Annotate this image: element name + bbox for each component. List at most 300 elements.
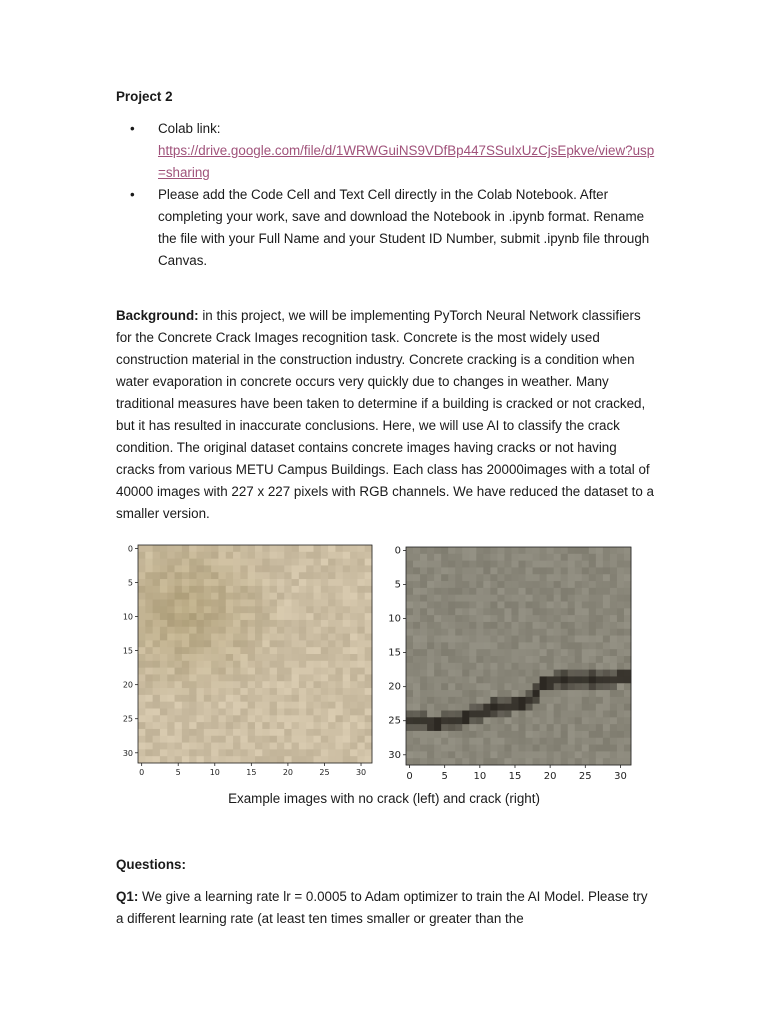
image-pixel xyxy=(624,656,631,663)
image-pixel xyxy=(469,704,476,711)
image-pixel xyxy=(328,695,336,702)
image-pixel xyxy=(589,676,596,683)
image-pixel xyxy=(427,663,434,670)
image-pixel xyxy=(314,647,322,654)
image-pixel xyxy=(589,547,596,554)
image-pixel xyxy=(596,663,603,670)
image-pixel xyxy=(292,634,300,641)
image-pixel xyxy=(568,745,575,752)
image-pixel xyxy=(462,622,469,629)
image-pixel xyxy=(596,676,603,683)
image-pixel xyxy=(299,620,307,627)
image-pixel xyxy=(218,674,226,681)
image-pixel xyxy=(547,731,554,738)
image-pixel xyxy=(218,729,226,736)
image-pixel xyxy=(554,697,561,704)
image-pixel xyxy=(153,586,161,593)
image-pixel xyxy=(255,552,263,559)
image-pixel xyxy=(167,681,175,688)
image-pixel xyxy=(476,724,483,731)
image-pixel xyxy=(596,636,603,643)
image-pixel xyxy=(511,615,518,622)
image-pixel xyxy=(610,711,617,718)
image-pixel xyxy=(434,670,441,677)
image-pixel xyxy=(504,717,511,724)
image-pixel xyxy=(596,642,603,649)
image-pixel xyxy=(335,600,343,607)
image-pixel xyxy=(448,608,455,615)
image-pixel xyxy=(350,654,358,661)
image-pixel xyxy=(427,567,434,574)
image-pixel xyxy=(160,695,168,702)
image-pixel xyxy=(328,743,336,750)
image-pixel xyxy=(568,656,575,663)
image-pixel xyxy=(596,608,603,615)
image-pixel xyxy=(420,574,427,581)
image-pixel xyxy=(197,729,205,736)
image-pixel xyxy=(153,640,161,647)
image-pixel xyxy=(596,717,603,724)
image-pixel xyxy=(596,758,603,765)
image-pixel xyxy=(582,724,589,731)
image-pixel xyxy=(617,731,624,738)
image-pixel xyxy=(306,640,314,647)
image-pixel xyxy=(182,593,190,600)
image-pixel xyxy=(434,608,441,615)
image-pixel xyxy=(497,663,504,670)
image-pixel xyxy=(554,717,561,724)
image-pixel xyxy=(455,636,462,643)
image-pixel xyxy=(455,690,462,697)
image-pixel xyxy=(357,674,365,681)
image-pixel xyxy=(568,574,575,581)
image-pixel xyxy=(175,688,183,695)
image-pixel xyxy=(204,593,212,600)
image-pixel xyxy=(335,756,343,763)
image-pixel xyxy=(255,749,263,756)
image-pixel xyxy=(248,654,256,661)
image-pixel xyxy=(240,552,248,559)
bullet-icon: • xyxy=(130,187,135,202)
image-pixel xyxy=(519,717,526,724)
image-pixel xyxy=(448,595,455,602)
image-pixel xyxy=(167,709,175,716)
image-pixel xyxy=(189,695,197,702)
image-pixel xyxy=(314,702,322,709)
image-pixel xyxy=(455,711,462,718)
image-pixel xyxy=(413,588,420,595)
image-pixel xyxy=(434,711,441,718)
image-pixel xyxy=(455,629,462,636)
image-pixel xyxy=(568,676,575,683)
image-pixel xyxy=(175,661,183,668)
image-pixel xyxy=(617,574,624,581)
image-pixel xyxy=(270,729,278,736)
image-pixel xyxy=(277,743,285,750)
image-pixel xyxy=(211,552,219,559)
image-pixel xyxy=(526,676,533,683)
image-pixel xyxy=(218,681,226,688)
image-pixel xyxy=(469,656,476,663)
image-pixel xyxy=(365,627,373,634)
image-pixel xyxy=(434,731,441,738)
image-pixel xyxy=(519,581,526,588)
image-pixel xyxy=(497,649,504,656)
image-pixel xyxy=(469,758,476,765)
image-pixel xyxy=(255,654,263,661)
image-pixel xyxy=(427,629,434,636)
image-pixel xyxy=(284,749,292,756)
image-pixel xyxy=(270,661,278,668)
image-pixel xyxy=(204,729,212,736)
image-pixel xyxy=(314,715,322,722)
image-pixel xyxy=(568,567,575,574)
image-pixel xyxy=(526,745,533,752)
image-pixel xyxy=(314,729,322,736)
image-pixel xyxy=(197,661,205,668)
image-pixel xyxy=(497,636,504,643)
image-pixel xyxy=(483,731,490,738)
image-pixel xyxy=(547,676,554,683)
image-pixel xyxy=(167,695,175,702)
image-pixel xyxy=(328,668,336,675)
image-pixel xyxy=(145,586,153,593)
image-pixel xyxy=(526,697,533,704)
image-pixel xyxy=(547,642,554,649)
image-pixel xyxy=(248,743,256,750)
image-pixel xyxy=(455,615,462,622)
image-pixel xyxy=(262,579,270,586)
image-pixel xyxy=(603,738,610,745)
image-pixel xyxy=(292,729,300,736)
image-pixel xyxy=(533,554,540,561)
image-pixel xyxy=(189,552,197,559)
image-pixel xyxy=(441,738,448,745)
image-pixel xyxy=(335,606,343,613)
image-pixel xyxy=(160,565,168,572)
image-pixel xyxy=(248,668,256,675)
image-pixel xyxy=(540,751,547,758)
image-pixel xyxy=(610,724,617,731)
image-pixel xyxy=(589,738,596,745)
image-pixel xyxy=(406,636,413,643)
image-pixel xyxy=(624,745,631,752)
image-pixel xyxy=(617,581,624,588)
image-pixel xyxy=(582,717,589,724)
image-pixel xyxy=(197,702,205,709)
image-pixel xyxy=(413,581,420,588)
image-pixel xyxy=(476,717,483,724)
image-pixel xyxy=(211,709,219,716)
image-pixel xyxy=(610,670,617,677)
image-pixel xyxy=(462,629,469,636)
image-pixel xyxy=(335,749,343,756)
image-pixel xyxy=(406,622,413,629)
image-pixel xyxy=(306,749,314,756)
image-pixel xyxy=(153,606,161,613)
image-pixel xyxy=(610,615,617,622)
image-pixel xyxy=(434,656,441,663)
image-pixel xyxy=(462,636,469,643)
image-pixel xyxy=(483,745,490,752)
image-pixel xyxy=(321,627,329,634)
image-pixel xyxy=(189,702,197,709)
image-pixel xyxy=(138,722,146,729)
image-pixel xyxy=(365,702,373,709)
image-pixel xyxy=(182,586,190,593)
image-pixel xyxy=(138,545,146,552)
image-pixel xyxy=(284,654,292,661)
image-pixel xyxy=(255,600,263,607)
image-pixel xyxy=(603,602,610,609)
image-pixel xyxy=(335,572,343,579)
image-pixel xyxy=(610,676,617,683)
x-tick-label: 15 xyxy=(508,771,522,782)
image-pixel xyxy=(299,565,307,572)
image-pixel xyxy=(350,586,358,593)
image-pixel xyxy=(197,736,205,743)
image-pixel xyxy=(462,656,469,663)
image-pixel xyxy=(314,688,322,695)
image-pixel xyxy=(448,670,455,677)
image-pixel xyxy=(589,683,596,690)
image-pixel xyxy=(314,565,322,572)
image-pixel xyxy=(145,681,153,688)
image-pixel xyxy=(167,647,175,654)
image-pixel xyxy=(197,545,205,552)
image-pixel xyxy=(603,608,610,615)
image-pixel xyxy=(582,704,589,711)
image-pixel xyxy=(182,756,190,763)
image-pixel xyxy=(568,758,575,765)
image-pixel xyxy=(138,709,146,716)
image-pixel xyxy=(497,547,504,554)
image-pixel xyxy=(270,674,278,681)
image-pixel xyxy=(226,729,234,736)
image-pixel xyxy=(476,595,483,602)
image-pixel xyxy=(406,751,413,758)
image-pixel xyxy=(568,608,575,615)
image-pixel xyxy=(420,615,427,622)
image-pixel xyxy=(218,606,226,613)
image-pixel xyxy=(189,681,197,688)
image-pixel xyxy=(434,561,441,568)
image-pixel xyxy=(497,704,504,711)
image-pixel xyxy=(226,715,234,722)
image-pixel xyxy=(568,636,575,643)
image-pixel xyxy=(270,681,278,688)
image-pixel xyxy=(175,593,183,600)
image-pixel xyxy=(497,608,504,615)
image-pixel xyxy=(554,588,561,595)
image-pixel xyxy=(218,579,226,586)
image-pixel xyxy=(526,581,533,588)
image-pixel xyxy=(197,709,205,716)
image-pixel xyxy=(357,552,365,559)
image-pixel xyxy=(153,593,161,600)
image-pixel xyxy=(270,627,278,634)
image-pixel xyxy=(448,649,455,656)
image-pixel xyxy=(138,552,146,559)
image-pixel xyxy=(277,722,285,729)
image-pixel xyxy=(240,695,248,702)
image-pixel xyxy=(145,668,153,675)
image-pixel xyxy=(420,567,427,574)
image-pixel xyxy=(284,736,292,743)
image-pixel xyxy=(343,565,351,572)
y-tick-label: 20 xyxy=(388,681,401,693)
image-pixel xyxy=(357,579,365,586)
image-pixel xyxy=(561,636,568,643)
image-pixel xyxy=(540,690,547,697)
image-pixel xyxy=(624,574,631,581)
image-pixel xyxy=(547,554,554,561)
image-pixel xyxy=(314,559,322,566)
image-pixel xyxy=(589,751,596,758)
image-pixel xyxy=(226,579,234,586)
image-pixel xyxy=(469,751,476,758)
image-pixel xyxy=(175,729,183,736)
image-pixel xyxy=(575,656,582,663)
image-pixel xyxy=(292,674,300,681)
image-pixel xyxy=(533,561,540,568)
image-pixel xyxy=(406,717,413,724)
image-pixel xyxy=(284,613,292,620)
image-pixel xyxy=(189,627,197,634)
image-pixel xyxy=(153,722,161,729)
image-pixel xyxy=(547,751,554,758)
image-pixel xyxy=(211,654,219,661)
image-pixel xyxy=(160,606,168,613)
image-pixel xyxy=(328,688,336,695)
image-pixel xyxy=(547,717,554,724)
image-pixel xyxy=(306,674,314,681)
image-pixel xyxy=(455,554,462,561)
image-pixel xyxy=(277,640,285,647)
image-pixel xyxy=(211,613,219,620)
image-pixel xyxy=(218,702,226,709)
image-pixel xyxy=(420,731,427,738)
image-pixel xyxy=(561,690,568,697)
image-pixel xyxy=(321,593,329,600)
image-pixel xyxy=(469,602,476,609)
image-pixel xyxy=(589,608,596,615)
image-pixel xyxy=(554,738,561,745)
image-pixel xyxy=(483,567,490,574)
image-pixel xyxy=(589,574,596,581)
image-pixel xyxy=(497,697,504,704)
image-pixel xyxy=(328,620,336,627)
image-pixel xyxy=(314,613,322,620)
image-pixel xyxy=(350,674,358,681)
image-pixel xyxy=(483,697,490,704)
image-pixel xyxy=(561,649,568,656)
image-pixel xyxy=(240,661,248,668)
image-pixel xyxy=(589,704,596,711)
image-pixel xyxy=(233,709,241,716)
image-pixel xyxy=(145,661,153,668)
image-pixel xyxy=(441,676,448,683)
image-pixel xyxy=(292,552,300,559)
image-pixel xyxy=(160,736,168,743)
image-pixel xyxy=(292,565,300,572)
image-pixel xyxy=(248,627,256,634)
image-pixel xyxy=(197,654,205,661)
image-pixel xyxy=(262,668,270,675)
image-pixel xyxy=(561,724,568,731)
image-pixel xyxy=(255,709,263,716)
image-pixel xyxy=(218,715,226,722)
image-pixel xyxy=(145,709,153,716)
image-pixel xyxy=(540,670,547,677)
image-pixel xyxy=(540,574,547,581)
image-pixel xyxy=(617,683,624,690)
image-pixel xyxy=(420,595,427,602)
image-pixel xyxy=(420,683,427,690)
image-pixel xyxy=(197,606,205,613)
image-pixel xyxy=(335,559,343,566)
image-pixel xyxy=(197,688,205,695)
image-pixel xyxy=(226,743,234,750)
image-pixel xyxy=(504,554,511,561)
image-pixel xyxy=(328,647,336,654)
image-pixel xyxy=(448,751,455,758)
image-pixel xyxy=(197,627,205,634)
image-pixel xyxy=(270,545,278,552)
image-pixel xyxy=(255,545,263,552)
image-pixel xyxy=(197,695,205,702)
image-pixel xyxy=(182,559,190,566)
image-pixel xyxy=(533,656,540,663)
image-pixel xyxy=(365,668,373,675)
image-pixel xyxy=(511,622,518,629)
image-pixel xyxy=(448,602,455,609)
image-pixel xyxy=(182,681,190,688)
colab-link[interactable]: https://drive.google.com/file/d/1WRWGuiNS9VDfBp447SSuIxUzCjsEpkve/view?usp=sharing xyxy=(158,143,655,180)
image-pixel xyxy=(483,642,490,649)
image-pixel xyxy=(248,756,256,763)
image-pixel xyxy=(603,683,610,690)
image-pixel xyxy=(160,702,168,709)
image-pixel xyxy=(153,620,161,627)
image-pixel xyxy=(406,670,413,677)
image-pixel xyxy=(476,554,483,561)
image-pixel xyxy=(204,640,212,647)
image-pixel xyxy=(145,606,153,613)
image-pixel xyxy=(462,588,469,595)
image-pixel xyxy=(321,620,329,627)
image-pixel xyxy=(218,688,226,695)
image-pixel xyxy=(490,649,497,656)
image-pixel xyxy=(413,602,420,609)
image-pixel xyxy=(483,636,490,643)
y-tick-label: 0 xyxy=(127,544,133,554)
x-tick-label: 30 xyxy=(355,768,367,777)
image-pixel xyxy=(610,758,617,765)
image-pixel xyxy=(175,709,183,716)
image-pixel xyxy=(321,749,329,756)
image-pixel xyxy=(427,642,434,649)
image-pixel xyxy=(204,702,212,709)
image-pixel xyxy=(240,668,248,675)
image-pixel xyxy=(413,622,420,629)
image-pixel xyxy=(490,704,497,711)
image-pixel xyxy=(255,586,263,593)
image-pixel xyxy=(624,636,631,643)
image-pixel xyxy=(589,663,596,670)
image-pixel xyxy=(547,758,554,765)
image-pixel xyxy=(284,668,292,675)
